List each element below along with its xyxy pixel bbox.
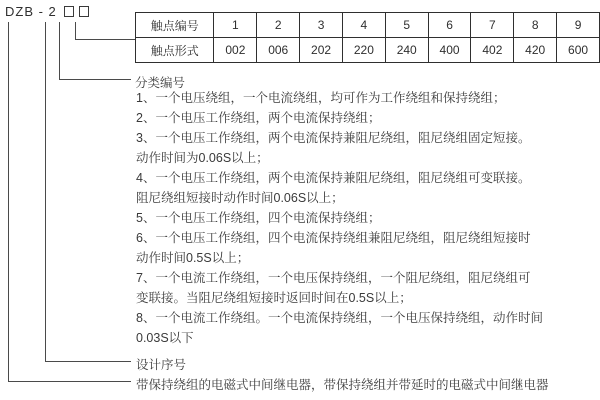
contact-number-row-label: 触点编号 bbox=[136, 13, 214, 38]
classification-line: 4、一个电压工作绕组，两个电流保持兼阻尼绕组，阻尼绕组可变联接。 bbox=[136, 171, 531, 185]
classification-line: 3、一个电压工作绕组，两个电流保持兼阻尼绕组，阻尼绕组固定短接。 bbox=[136, 131, 531, 145]
classification-line: 2、一个电压工作绕组，两个电流保持绕组； bbox=[136, 111, 381, 125]
contact-number-cell: 6 bbox=[428, 13, 471, 38]
contact-number-cell: 1 bbox=[214, 13, 257, 38]
classification-label: 分类编号 bbox=[135, 76, 186, 90]
classification-line: 变联接。当阻尼绕组短接时返回时间在0.5S以上； bbox=[136, 291, 412, 305]
contact-number-cell: 3 bbox=[300, 13, 343, 38]
contact-number-cell: 9 bbox=[557, 13, 600, 38]
contact-form-cell: 402 bbox=[471, 38, 514, 63]
relay-description: 带保持绕组的电磁式中间继电器，带保持绕组并带延时的电磁式中间继电器 bbox=[136, 378, 549, 392]
classification-line: 动作时间为0.06S以上； bbox=[136, 151, 269, 165]
contact-form-cell: 400 bbox=[428, 38, 471, 63]
contact-form-cell: 220 bbox=[342, 38, 385, 63]
contact-table bbox=[135, 12, 600, 63]
model-code bbox=[5, 4, 89, 19]
classification-line: 0.03S以下 bbox=[136, 331, 194, 345]
classification-list bbox=[136, 88, 588, 348]
classification-line: 7、一个电流工作绕组，一个电压保持绕组，一个阻尼绕组，阻尼绕组可 bbox=[136, 271, 531, 285]
model-digit-box-1 bbox=[64, 6, 74, 17]
classification-line: 6、一个电压工作绕组，四个电流保持绕组兼阻尼绕组，阻尼绕组短接时 bbox=[136, 231, 531, 245]
classification-line: 阻尼绕组短接时动作时间0.06S以上； bbox=[136, 191, 344, 205]
design-serial-label: 设计序号 bbox=[136, 358, 187, 372]
contact-number-cell: 2 bbox=[257, 13, 300, 38]
contact-form-row bbox=[136, 38, 600, 63]
classification-line: 5、一个电压工作绕组，四个电流保持绕组； bbox=[136, 211, 381, 225]
contact-number-cell: 8 bbox=[514, 13, 557, 38]
contact-number-cell: 7 bbox=[471, 13, 514, 38]
contact-form-cell: 600 bbox=[557, 38, 600, 63]
model-digit-box-2 bbox=[79, 6, 89, 17]
contact-number-cell: 5 bbox=[385, 13, 428, 38]
contact-number-row bbox=[136, 13, 600, 38]
contact-number-cell: 4 bbox=[342, 13, 385, 38]
contact-form-cell: 240 bbox=[385, 38, 428, 63]
contact-form-cell: 202 bbox=[300, 38, 343, 63]
contact-form-row-label: 触点形式 bbox=[136, 38, 214, 63]
model-code-prefix: DZB - 2 bbox=[5, 4, 57, 19]
classification-line: 动作时间0.5S以上； bbox=[136, 251, 250, 265]
contact-form-cell: 006 bbox=[257, 38, 300, 63]
contact-form-cell: 420 bbox=[514, 38, 557, 63]
contact-form-cell: 002 bbox=[214, 38, 257, 63]
classification-line: 8、一个电流工作绕组。一个电流保持绕组，一个电压保持绕组，动作时间 bbox=[136, 311, 543, 325]
classification-line: 1、一个电压绕组，一个电流绕组，均可作为工作绕组和保持绕组； bbox=[136, 91, 506, 105]
